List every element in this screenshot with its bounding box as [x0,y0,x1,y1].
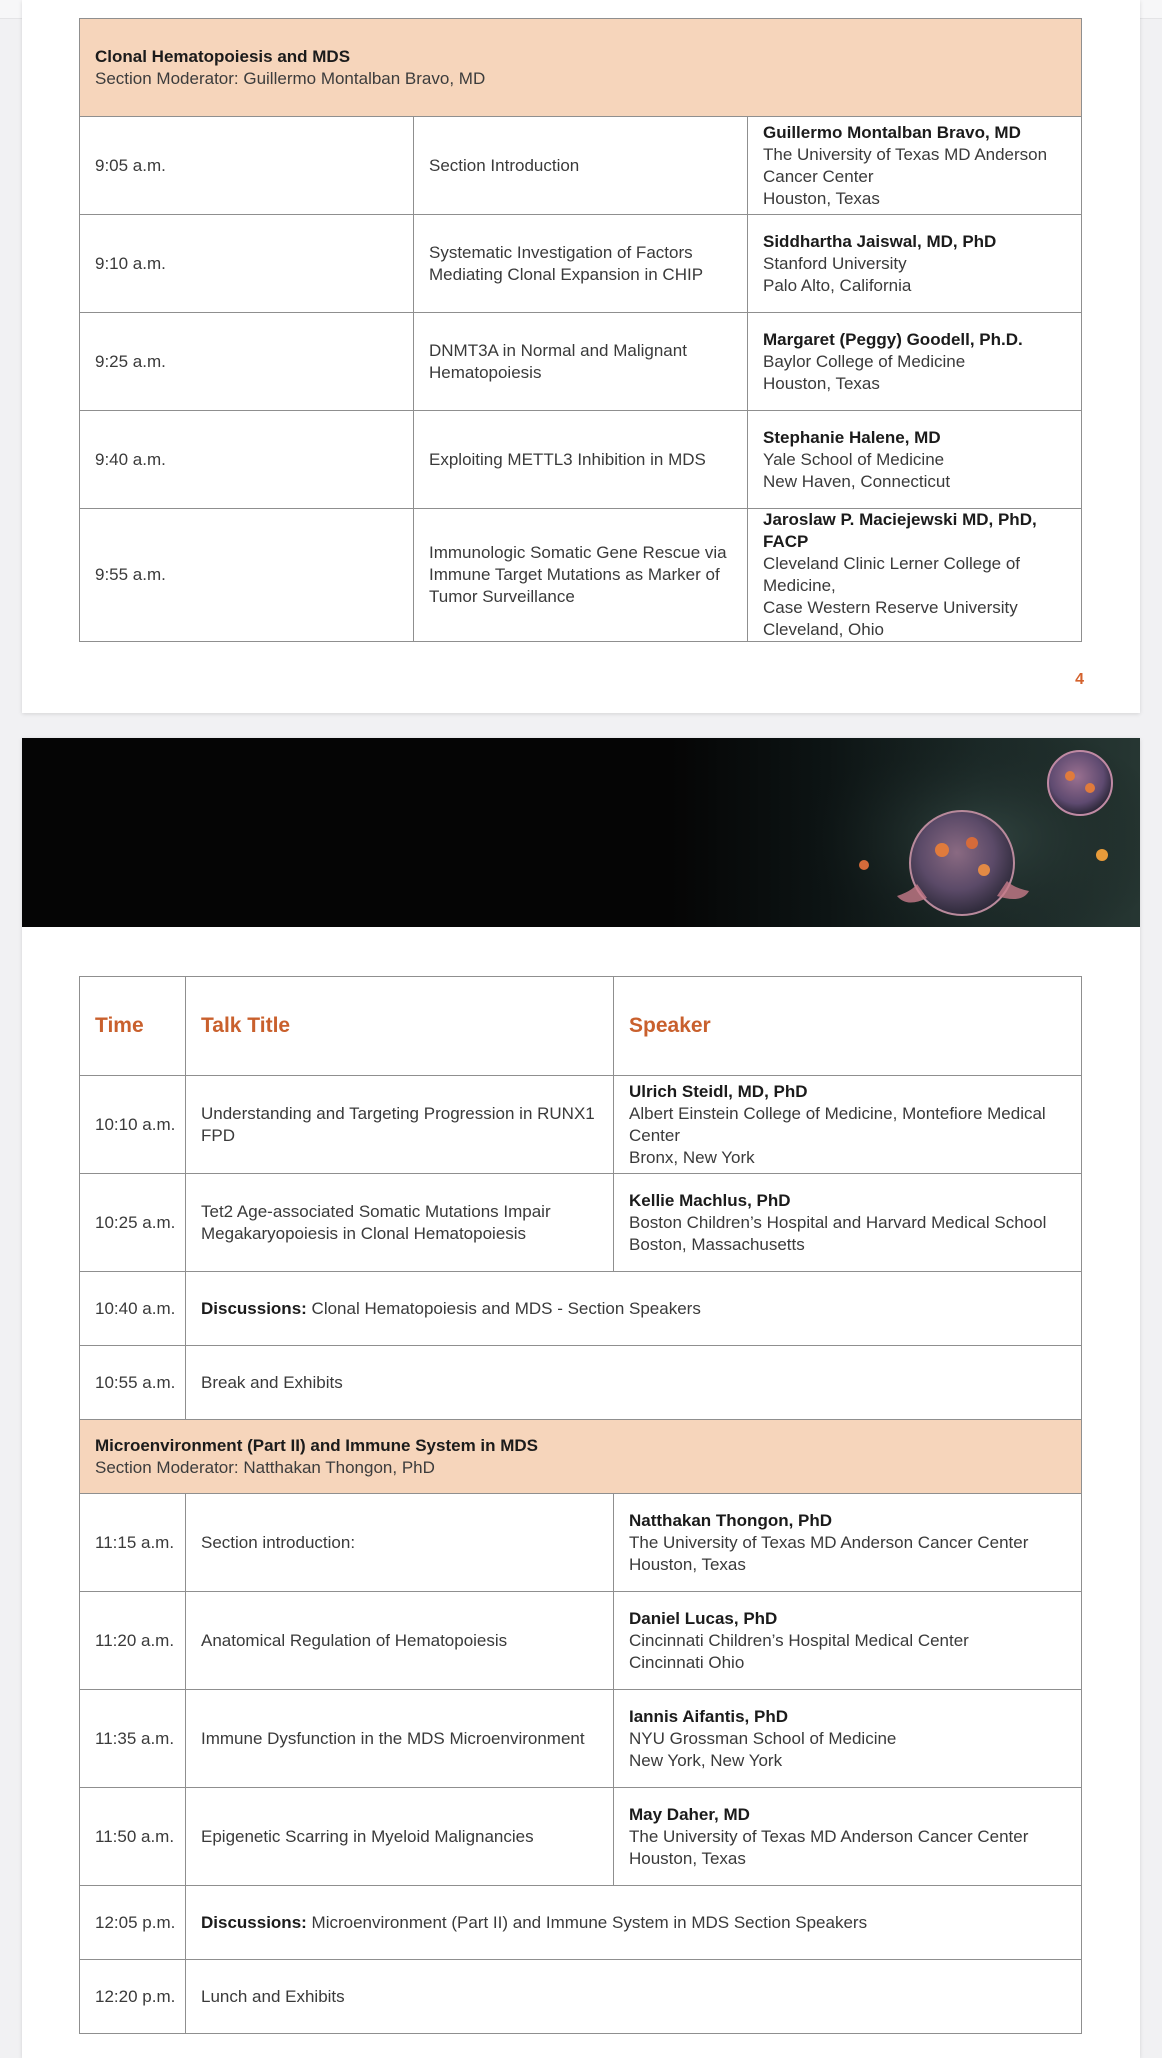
talk-title-cell: Tet2 Age-associated Somatic Mutations Impair Megakaryopoiesis in Clonal Hematopoiesis [186,1174,614,1272]
speaker-affiliation: Cincinnati Children’s Hospital Medical Center [629,1630,969,1650]
talk-title-cell: Anatomical Regulation of Hematopoiesis [186,1592,614,1690]
header-speaker: Speaker [614,977,1082,1076]
speaker-location: Bronx, New York [629,1147,755,1167]
section-moderator: Section Moderator: Natthakan Thongon, PhD [95,1457,435,1477]
speaker-cell [614,1788,1082,1886]
discussion-cell [186,1272,1082,1346]
document-page-4 [22,0,1140,713]
speaker-affiliation: Baylor College of Medicine [763,351,966,371]
banner-image [22,738,1140,927]
speaker-cell [614,1174,1082,1272]
table-row [80,1592,1082,1690]
section-header-cell [80,1420,1082,1494]
time-cell: 10:40 a.m. [80,1272,186,1346]
section-title: Clonal Hematopoiesis and MDS [95,46,351,66]
discussion-text: Clonal Hematopoiesis and MDS - Section Speakers [306,1298,701,1318]
speaker-affiliation: Albert Einstein College of Medicine, Montefiore Medical Center [629,1103,1046,1145]
time-cell: 11:50 a.m. [80,1788,186,1886]
header-talk-title: Talk Title [186,977,614,1076]
table-row [80,1076,1082,1174]
time-cell: 10:25 a.m. [80,1174,186,1272]
discussion-cell [186,1886,1082,1960]
speaker-affiliation: Cleveland Clinic Lerner College of Medicine, [763,554,1021,595]
talk-title-cell: Understanding and Targeting Progression in RUNX1 FPD [186,1076,614,1174]
time-cell: 12:20 p.m. [80,1960,186,2034]
speaker-name: Jaroslaw P. Maciejewski MD, PhD, FACP [763,510,1037,551]
speaker-name: Stephanie Halene, MD [763,427,941,447]
speaker-affiliation: The University of Texas MD Anderson Cancer Center [763,144,1048,186]
speaker-cell [614,1690,1082,1788]
section-moderator: Section Moderator: Guillermo Montalban Bravo, MD [95,68,486,88]
table-row [80,1174,1082,1272]
talk-title-cell: DNMT3A in Normal and Malignant Hematopoiesis [414,313,748,411]
talk-title-cell: Systematic Investigation of Factors Mediating Clonal Expansion in CHIP [414,215,748,313]
speaker-affiliation: Yale School of Medicine [763,449,945,469]
speaker-location: Houston, Texas [763,188,880,208]
table-row [80,1690,1082,1788]
time-cell: 9:55 a.m. [80,509,414,642]
time-cell: 12:05 p.m. [80,1886,186,1960]
speaker-affiliation: Stanford University [763,253,907,273]
table-row [80,509,1082,642]
speaker-affiliation: The University of Texas MD Anderson Cancer Center [629,1532,1029,1552]
speaker-location: Houston, Texas [763,373,880,393]
section-header-cell [80,19,1082,117]
talk-title-cell: Section Introduction [414,117,748,215]
speaker-cell [614,1076,1082,1174]
speaker-name: Kellie Machlus, PhD [629,1190,791,1210]
speaker-cell [748,117,1082,215]
section-title: Microenvironment (Part II) and Immune System in MDS [95,1435,539,1455]
speaker-location: Cleveland, Ohio [763,620,884,639]
talk-title-cell: Immunologic Somatic Gene Rescue via Immune Target Mutations as Marker of Tumor Surveillance [414,509,748,642]
break-cell: Break and Exhibits [186,1346,1082,1420]
table-row [80,1494,1082,1592]
speaker-name: Iannis Aifantis, PhD [629,1706,789,1726]
discussion-label: Discussions: [201,1298,307,1318]
talk-title-cell: Epigenetic Scarring in Myeloid Malignancies [186,1788,614,1886]
table-row [80,313,1082,411]
table-row [80,411,1082,509]
speaker-name: Guillermo Montalban Bravo, MD [763,122,1021,142]
schedule-table-clonal-hematopoiesis [79,18,1082,642]
header-time: Time [80,977,186,1076]
section-header-row [80,19,1082,117]
speaker-affiliation-2: Case Western Reserve University [763,598,1018,617]
table-row [80,1788,1082,1886]
time-cell: 9:25 a.m. [80,313,414,411]
cell-illustration [22,738,1140,927]
speaker-location: New York, New York [629,1750,783,1770]
speaker-cell [748,509,1082,642]
speaker-location: Cincinnati Ohio [629,1652,745,1672]
table-row [80,117,1082,215]
lunch-cell: Lunch and Exhibits [186,1960,1082,2034]
talk-title-cell: Exploiting METTL3 Inhibition in MDS [414,411,748,509]
speaker-name: Ulrich Steidl, MD, PhD [629,1081,808,1101]
time-cell: 11:35 a.m. [80,1690,186,1788]
section-header-row [80,1420,1082,1494]
speaker-cell [614,1494,1082,1592]
speaker-name: May Daher, MD [629,1804,750,1824]
speaker-location: Houston, Texas [629,1848,746,1868]
time-cell: 11:15 a.m. [80,1494,186,1592]
table-row [80,215,1082,313]
time-cell: 11:20 a.m. [80,1592,186,1690]
table-header-row [80,977,1082,1076]
time-cell: 9:10 a.m. [80,215,414,313]
speaker-cell [748,215,1082,313]
time-cell: 10:10 a.m. [80,1076,186,1174]
speaker-location: New Haven, Connecticut [763,471,951,491]
discussion-row [80,1886,1082,1960]
speaker-location: Palo Alto, California [763,275,912,295]
speaker-cell [614,1592,1082,1690]
speaker-location: Houston, Texas [629,1554,746,1574]
lunch-row [80,1960,1082,2034]
time-cell: 10:55 a.m. [80,1346,186,1420]
time-cell: 9:40 a.m. [80,411,414,509]
document-page-5 [22,738,1140,2058]
speaker-name: Daniel Lucas, PhD [629,1608,778,1628]
time-cell: 9:05 a.m. [80,117,414,215]
speaker-name: Margaret (Peggy) Goodell, Ph.D. [763,329,1023,349]
speaker-name: Siddhartha Jaiswal, MD, PhD [763,231,997,251]
speaker-affiliation: The University of Texas MD Anderson Cancer Center [629,1826,1029,1846]
speaker-cell [748,313,1082,411]
schedule-table-continued [79,976,1082,2034]
discussion-row [80,1272,1082,1346]
page-number: 4 [1075,671,1084,688]
discussion-text: Microenvironment (Part II) and Immune System in MDS Section Speakers [306,1912,868,1932]
speaker-affiliation: NYU Grossman School of Medicine [629,1728,897,1748]
speaker-location: Boston, Massachusetts [629,1234,805,1254]
break-row [80,1346,1082,1420]
talk-title-cell: Immune Dysfunction in the MDS Microenvironment [186,1690,614,1788]
discussion-label: Discussions: [201,1912,307,1932]
speaker-name: Natthakan Thongon, PhD [629,1510,833,1530]
speaker-affiliation: Boston Children’s Hospital and Harvard Medical School [629,1212,1047,1232]
speaker-cell [748,411,1082,509]
talk-title-cell: Section introduction: [186,1494,614,1592]
